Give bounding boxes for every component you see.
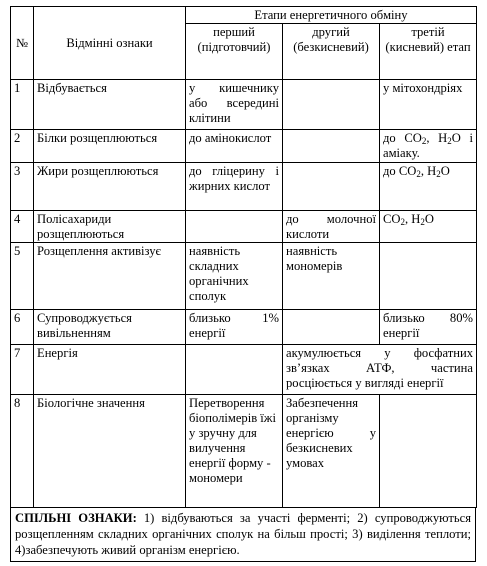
stage-2-3-cell: акумулюється у фосфатних зв’язках АТФ, частина росціюється у вигляді енергії [283,345,477,395]
stage-2-cell: до молочної кислоти [283,211,380,243]
stage-3-cell: до $CO_2$, $H_2O$ [380,163,477,211]
row-number: 2 [11,130,34,163]
document [10,6,476,562]
row-number: 5 [11,243,34,310]
stage-1-cell: Перетворення біополімерів їжі у зручну для вилучення енергії форму - мономери [186,395,283,508]
stage-2-cell [283,310,380,345]
stage-1-cell: до гліцерину і жирних кислот [186,163,283,211]
header-stage-1: перший (підготовчий) [186,24,283,80]
table-row [11,163,477,211]
row-feature: Відбувається [34,80,186,130]
stage-3-cell: до $CO_2$, $H_2O$ і аміаку. [380,130,477,163]
stage-1-cell [186,211,283,243]
stage-3-cell: $CO_2$, $H_2O$ [380,211,477,243]
row-feature: Енергія [34,345,186,395]
common-features-label: СПІЛЬНІ ОЗНАКИ: [15,511,137,525]
stage-1-cell: у кишечнику або всередині клітини [186,80,283,130]
table-row [11,130,477,163]
row-feature: Біологічне значення [34,395,186,508]
header-features: Відмінні ознаки [34,7,186,80]
header-stage-3: третій (кисневий) етап [380,24,477,80]
stage-1-cell: близько 1% енергії [186,310,283,345]
table-row [11,310,477,345]
table-row [11,395,477,508]
row-number: 8 [11,395,34,508]
stage-1-cell: наявність складних органічних сполук [186,243,283,310]
header-number: № [11,7,34,80]
header-stages-title: Етапи енергетичного обміну [186,7,477,24]
stage-3-cell [380,243,477,310]
row-number: 7 [11,345,34,395]
table-row [11,345,477,395]
table-row [11,211,477,243]
stage-3-cell: у мітохондріях [380,80,477,130]
header-stage-2: другий (безкисневий) [283,24,380,80]
stage-1-cell [186,345,283,395]
row-number: 4 [11,211,34,243]
row-number: 1 [11,80,34,130]
row-feature: Жири розщеплюються [34,163,186,211]
row-number: 6 [11,310,34,345]
stage-1-cell: до амінокислот [186,130,283,163]
stage-3-cell: близько 80% енергії [380,310,477,345]
row-feature: Супроводжується вивільненням [34,310,186,345]
common-features-text: 1) відбуваються за участі ферменті; 2) супроводжуються розщепленням складних органічних сполук на більш прості; 3) виділення теплоти; 4)забезпечують живий організм енергією. [15,511,471,557]
common-features-note [10,508,476,562]
stage-2-cell [283,80,380,130]
table-row [11,80,477,130]
row-number: 3 [11,163,34,211]
row-feature: Полісахариди розщеплюються [34,211,186,243]
row-feature: Білки розщеплюються [34,130,186,163]
table-row [11,243,477,310]
stage-2-cell: Забезпечення організму енергією у безкисневих умовах [283,395,380,508]
stage-2-cell [283,130,380,163]
stage-3-cell [380,395,477,508]
row-feature: Розщеплення активізує [34,243,186,310]
energy-metabolism-table [10,6,477,508]
stage-2-cell [283,163,380,211]
stage-2-cell: наявність мономерів [283,243,380,310]
